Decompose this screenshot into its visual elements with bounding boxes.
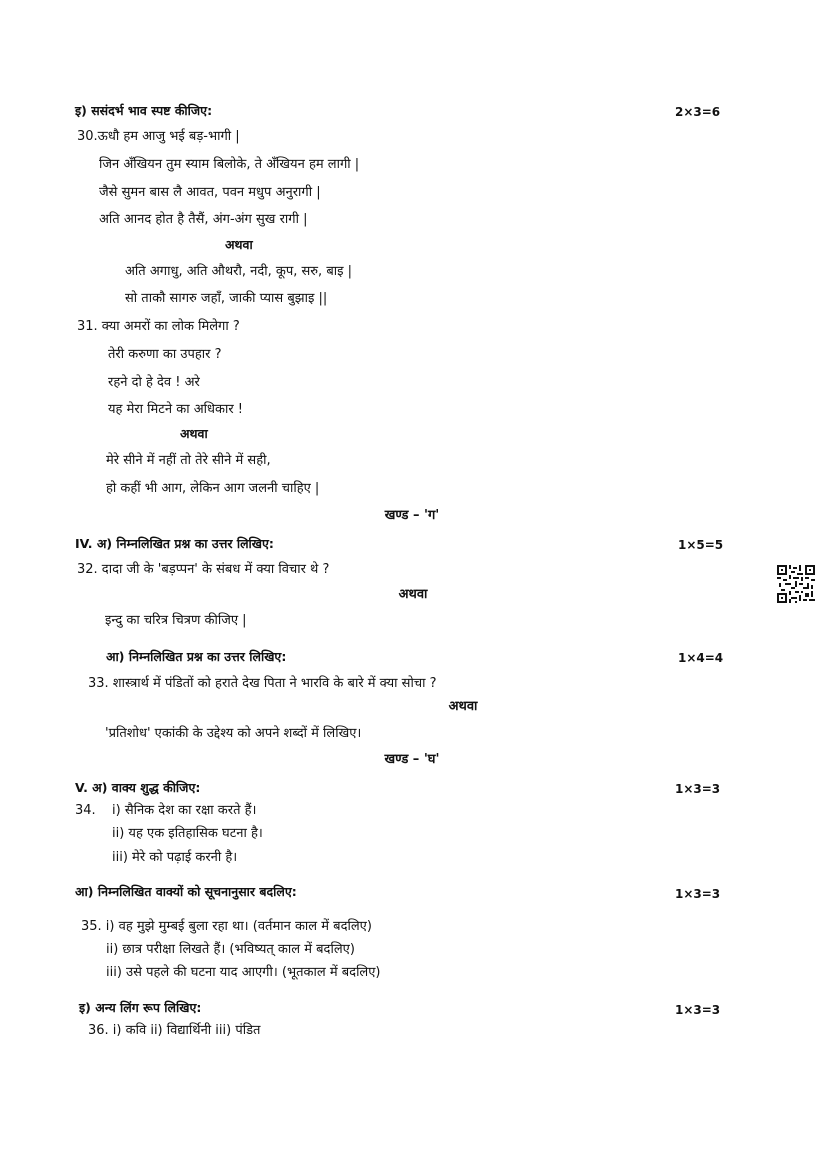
q34-item-3: iii) मेरे को पढ़ाई करनी है।	[112, 850, 238, 865]
q35-item-2: ii) छात्र परीक्षा लिखते हैं। (भविष्यत् काल में बदलिए)	[106, 942, 355, 957]
or-label: अथवा	[180, 426, 208, 441]
q30-line-2: जिन अँखियन तुम स्याम बिलोके, ते अँखियन हम लागी |	[99, 157, 360, 172]
section-title-ga: खण्ड – 'ग'	[384, 508, 440, 523]
q30-line-3: जैसे सुमन बास लै आवत, पवन मधुप अनुरागी |	[99, 185, 321, 200]
section-heading: IV. अ) निम्नलिखित प्रश्न का उत्तर लिखिए:	[75, 536, 274, 551]
q30-alt-line-2: सो ताकौ सागरु जहाँ, जाकी प्यास बुझाइ ||	[125, 291, 328, 306]
q32-text: 32. दादा जी के 'बड़प्पन' के संबध में क्या विचार थे ?	[77, 562, 330, 577]
q30-alt-line-1: अति अगाधु, अति औथरौ, नदी, कूप, सरु, बाइ |	[125, 264, 353, 279]
marks-label: 2×3=6	[675, 105, 721, 119]
q31-line-1: 31. क्या अमरों का लोक मिलेगा ?	[77, 319, 240, 334]
section-heading: V. अ) वाक्य शुद्ध कीजिए:	[75, 780, 201, 795]
q31-alt-line-1: मेरे सीने में नहीं तो तेरे सीने में सही,	[106, 453, 271, 468]
or-label: अथवा	[398, 587, 428, 602]
marks-label: 1×4=4	[678, 651, 724, 665]
q31-alt-line-2: हो कहीं भी आग, लेकिन आग जलनी चाहिए |	[106, 481, 320, 496]
q34-number: 34.	[75, 803, 96, 818]
q34-item-1: i) सैनिक देश का रक्षा करते हैं।	[112, 803, 257, 818]
marks-label: 1×5=5	[678, 538, 724, 552]
q35-item-1: 35. i) वह मुझे मुम्बई बुला रहा था। (वर्तमान काल में बदलिए)	[81, 919, 372, 934]
q34-item-2: ii) यह एक इतिहासिक घटना है।	[112, 826, 263, 841]
marks-label: 1×3=3	[675, 782, 721, 796]
section-title-gha: खण्ड – 'घ'	[384, 752, 440, 767]
section-heading: इ) अन्य लिंग रूप लिखिए:	[79, 1000, 202, 1015]
q31-line-2: तेरी करुणा का उपहार ?	[108, 347, 222, 362]
q31-line-3: रहने दो हे देव ! अरे	[108, 375, 200, 390]
q30-line-1: 30.ऊधौ हम आजु भई बड़-भागी |	[77, 129, 240, 144]
q31-line-4: यह मेरा मिटने का अधिकार !	[108, 402, 243, 417]
or-label: अथवा	[448, 699, 478, 714]
section-heading: आ) निम्नलिखित वाक्यों को सूचनानुसार बदलिए:	[75, 884, 297, 899]
q35-item-3: iii) उसे पहले की घटना याद आएगी। (भूतकाल में बदलिए)	[106, 965, 381, 980]
q33-alt-text: 'प्रतिशोध' एकांकी के उद्देश्य को अपने शब्दों में लिखिए।	[105, 726, 362, 741]
q36-text: 36. i) कवि ii) विद्यार्थिनी iii) पंडित	[88, 1023, 261, 1038]
q32-alt-text: इन्दु का चरित्र चित्रण कीजिए |	[105, 613, 247, 628]
q33-text: 33. शास्त्रार्थ में पंडितों को हराते देख पिता ने भारवि के बारे में क्या सोचा ?	[88, 676, 437, 691]
marks-label: 1×3=3	[675, 1003, 721, 1017]
q30-line-4: अति आनद होत है तैसैं, अंग-अंग सुख रागी |	[99, 212, 308, 227]
marks-label: 1×3=3	[675, 887, 721, 901]
qr-code-icon	[777, 565, 815, 603]
section-heading: आ) निम्नलिखित प्रश्न का उत्तर लिखिए:	[106, 649, 287, 664]
section-heading: इ) ससंदर्भ भाव स्पष्ट कीजिए:	[75, 103, 213, 118]
or-label: अथवा	[225, 237, 253, 252]
